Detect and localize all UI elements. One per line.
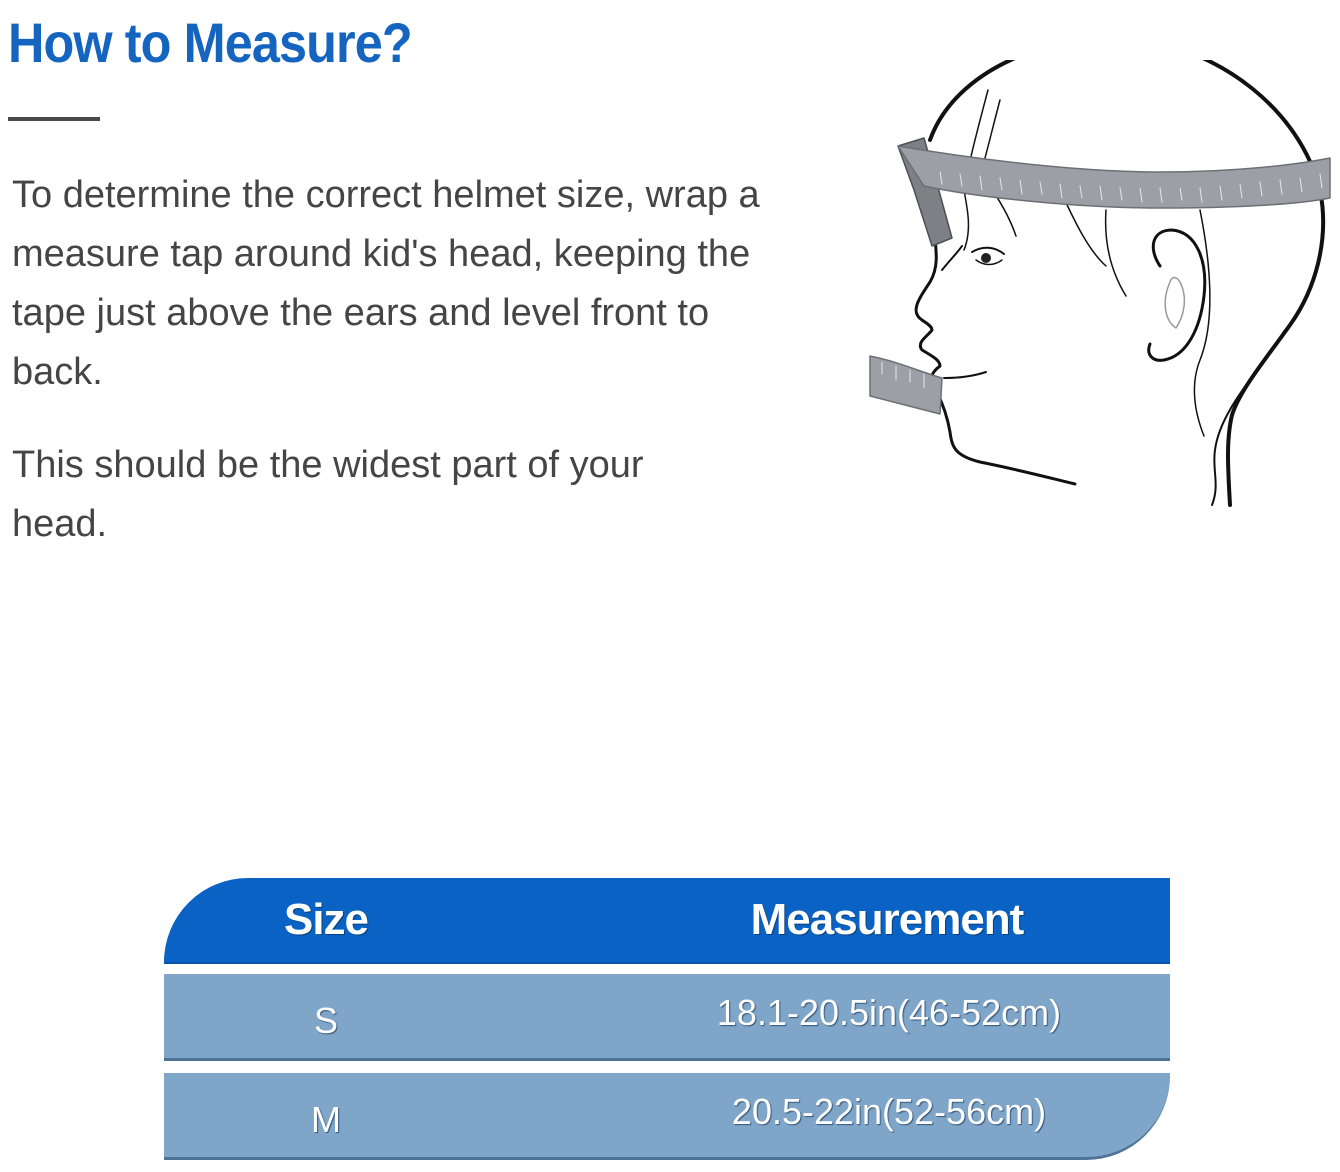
widest-part-note: This should be the widest part of your head. — [12, 444, 644, 545]
size-column-header: Size — [283, 895, 369, 944]
head-measuring-illustration — [860, 60, 1340, 520]
table-row — [164, 1073, 1170, 1160]
title-divider — [8, 117, 100, 121]
size-cell: S — [313, 1000, 338, 1041]
measurement-column-header: Measurement — [750, 895, 1024, 944]
measurement-cell: 18.1-20.5in(46-52cm) — [716, 992, 1062, 1033]
page-title: How to Measure? — [8, 11, 412, 74]
size-chart-table — [164, 878, 1170, 1160]
instruction-paragraph: To determine the correct helmet size, wrap a measure tap around kid's head, keeping the tape just above the ears and level front to back. — [12, 174, 760, 393]
size-cell: M — [311, 1099, 341, 1140]
table-row — [164, 974, 1170, 1061]
measurement-cell: 20.5-22in(52-56cm) — [731, 1091, 1047, 1132]
size-chart-header — [164, 878, 1170, 962]
head-measuring-tape-icon — [860, 60, 1340, 520]
